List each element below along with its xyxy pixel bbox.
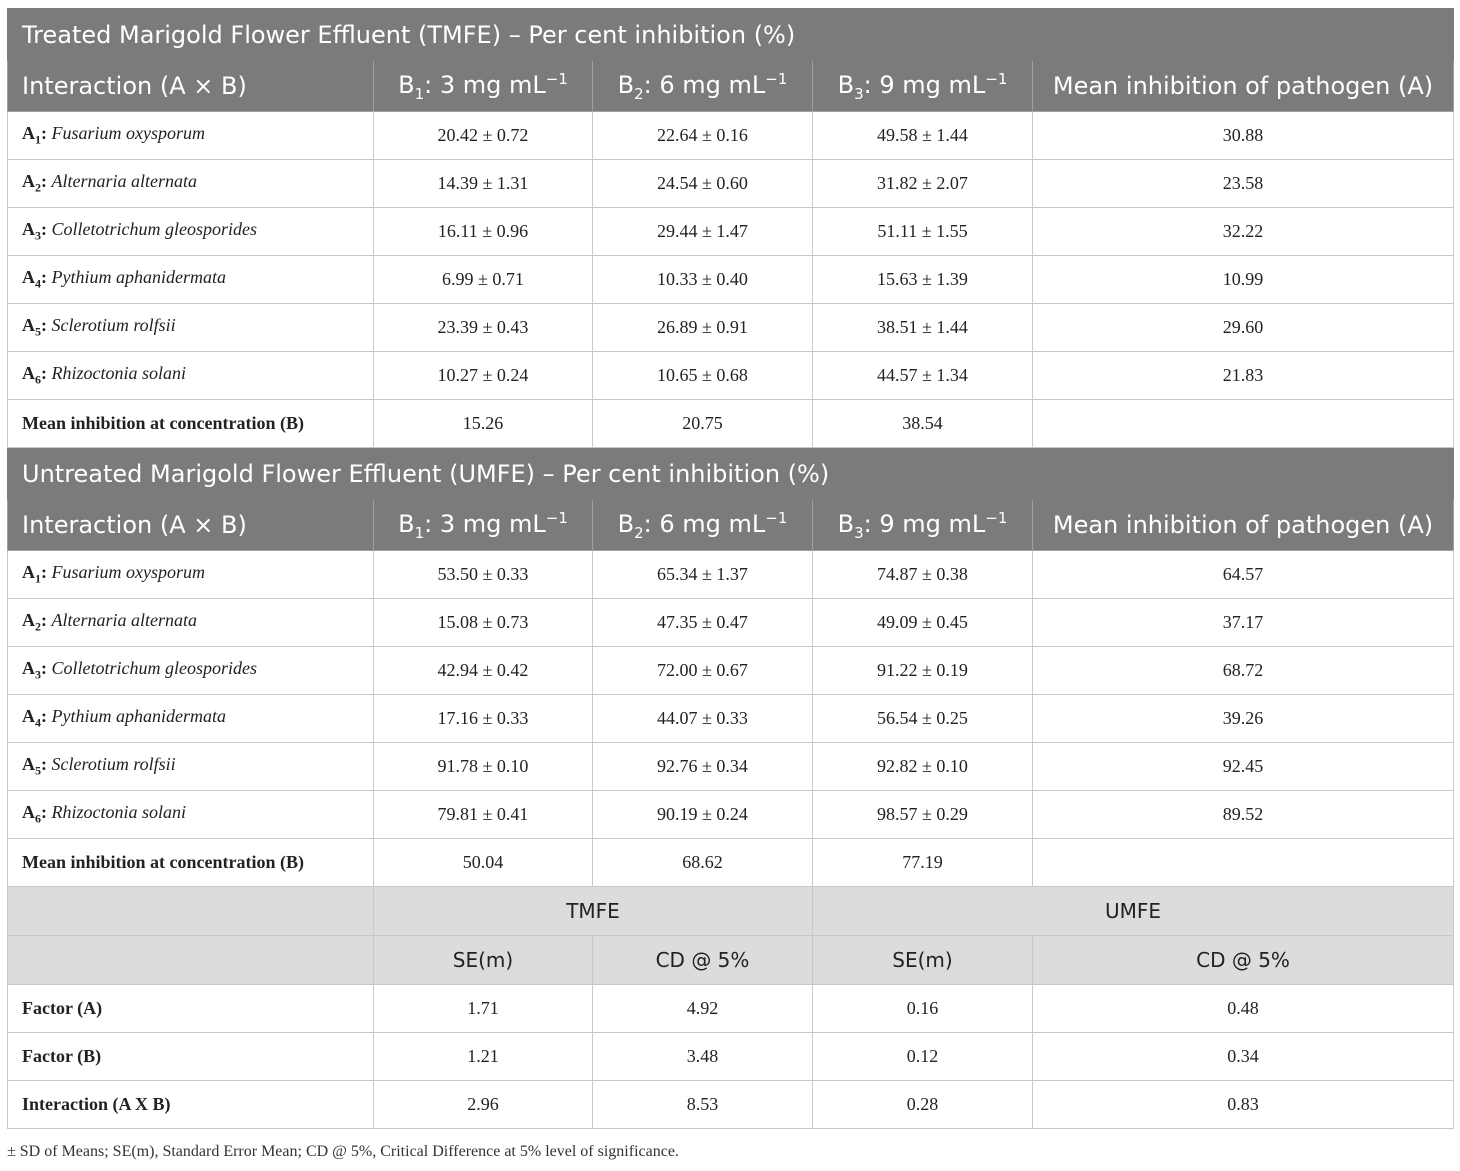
column-header-subscript: 3 [854, 84, 864, 103]
table-row [8, 256, 1454, 304]
value-mean: 64.57 [1033, 551, 1454, 599]
pathogen-name: Colletotrichum gleosporides [51, 658, 257, 679]
table-row [8, 743, 1454, 791]
value-mean: 21.83 [1033, 352, 1454, 400]
pathogen-cell [8, 599, 374, 647]
stats-empty-cell [8, 887, 374, 936]
column-header-superscript: −1 [765, 508, 788, 527]
pathogen-cell [8, 551, 374, 599]
stats-header-umfe-se: SE(m) [813, 936, 1033, 985]
column-header-prefix: B [617, 70, 635, 99]
pathogen-name: Rhizoctonia solani [51, 802, 186, 823]
mean-b1: 15.26 [374, 400, 593, 448]
value-b3: 49.58 ± 1.44 [813, 112, 1033, 160]
pathogen-cell [8, 695, 374, 743]
table-row [8, 791, 1454, 839]
value-b2: 90.19 ± 0.24 [593, 791, 813, 839]
mean-b3: 38.54 [813, 400, 1033, 448]
pathogen-code: $A_6$: [22, 363, 52, 387]
pathogen-name: Alternaria alternata [51, 610, 197, 631]
stats-umfe-cd: 0.34 [1033, 1033, 1454, 1081]
value-mean: 30.88 [1033, 112, 1454, 160]
column-header-b1 [374, 500, 593, 551]
value-mean: 10.99 [1033, 256, 1454, 304]
value-b3: 15.63 ± 1.39 [813, 256, 1033, 304]
pathogen-code-letter: A [22, 754, 35, 775]
pathogen-code-letter: A [22, 171, 35, 192]
value-b2: 10.33 ± 0.40 [593, 256, 813, 304]
column-header-text: : 3 mg mL [424, 70, 546, 99]
stats-row [8, 1081, 1454, 1129]
pathogen-cell [8, 304, 374, 352]
pathogen-code-subscript: 4 [35, 276, 41, 291]
value-b1: 16.11 ± 0.96 [374, 208, 593, 256]
pathogen-code: $A_3$: [22, 219, 52, 243]
column-header-subscript: 1 [414, 84, 425, 103]
table-row [8, 599, 1454, 647]
pathogen-cell [8, 208, 374, 256]
column-header-subscript: 2 [634, 84, 644, 103]
pathogen-name: Fusarium oxysporum [51, 123, 205, 144]
column-header-b3 [813, 500, 1033, 551]
value-b1: 17.16 ± 0.33 [374, 695, 593, 743]
pathogen-code: $A_2$: [22, 171, 52, 195]
value-b2: 26.89 ± 0.91 [593, 304, 813, 352]
stats-group-header-row [8, 887, 1454, 936]
value-b1: 23.39 ± 0.43 [374, 304, 593, 352]
pathogen-code-letter: A [22, 802, 35, 823]
pathogen-cell [8, 743, 374, 791]
pathogen-code-subscript: 3 [35, 667, 41, 682]
stats-tmfe-cd: 8.53 [593, 1081, 813, 1129]
pathogen-code-letter: A [22, 562, 35, 583]
value-b3: 44.57 ± 1.34 [813, 352, 1033, 400]
pathogen-code: $A_5$: [22, 754, 52, 778]
pathogen-code: $A_6$: [22, 802, 52, 826]
value-b3: 51.11 ± 1.55 [813, 208, 1033, 256]
column-header-prefix: B [617, 509, 635, 538]
table-row [8, 695, 1454, 743]
value-b2: 22.64 ± 0.16 [593, 112, 813, 160]
mean-row-label: Mean inhibition at concentration (B) [8, 400, 374, 448]
pathogen-code-letter: A [22, 363, 35, 384]
table-row [8, 208, 1454, 256]
pathogen-name: Alternaria alternata [51, 171, 197, 192]
pathogen-code-subscript: 6 [35, 372, 41, 387]
column-header-text: : 6 mg mL [643, 70, 766, 99]
tmfe-section-title-row [8, 9, 1454, 61]
value-b3: 91.22 ± 0.19 [813, 647, 1033, 695]
mean-empty-cell [1033, 400, 1454, 448]
column-header-prefix: B [837, 70, 855, 99]
table-row [8, 647, 1454, 695]
value-b3: 38.51 ± 1.44 [813, 304, 1033, 352]
pathogen-code-subscript: 2 [35, 180, 41, 195]
pathogen-code: $A_5$: [22, 315, 52, 339]
pathogen-cell [8, 352, 374, 400]
column-header-prefix: B [398, 509, 415, 538]
value-mean: 23.58 [1033, 160, 1454, 208]
value-b2: 65.34 ± 1.37 [593, 551, 813, 599]
column-header-text: : 6 mg mL [643, 509, 766, 538]
pathogen-cell [8, 647, 374, 695]
mean-empty-cell [1033, 839, 1454, 887]
stats-group-umfe: UMFE [813, 887, 1454, 936]
value-b1: 91.78 ± 0.10 [374, 743, 593, 791]
stats-umfe-se: 0.12 [813, 1033, 1033, 1081]
column-header-text: : 9 mg mL [863, 509, 986, 538]
pathogen-code-subscript: 2 [35, 619, 41, 634]
table-row [8, 551, 1454, 599]
pathogen-code: $A_2$: [22, 610, 52, 634]
pathogen-code-letter: A [22, 123, 35, 144]
table-row [8, 352, 1454, 400]
stats-umfe-cd: 0.83 [1033, 1081, 1454, 1129]
column-header-subscript: 3 [854, 523, 864, 542]
value-mean: 39.26 [1033, 695, 1454, 743]
value-b1: 10.27 ± 0.24 [374, 352, 593, 400]
pathogen-code-letter: A [22, 267, 35, 288]
value-b2: 72.00 ± 0.67 [593, 647, 813, 695]
umfe-column-header-row [8, 500, 1454, 551]
value-b3: 74.87 ± 0.38 [813, 551, 1033, 599]
pathogen-code-subscript: 1 [35, 571, 41, 586]
column-header-interaction: Interaction (A × B) [8, 61, 374, 112]
pathogen-name: Pythium aphanidermata [51, 706, 226, 727]
value-b1: 79.81 ± 0.41 [374, 791, 593, 839]
pathogen-code: $A_1$: [22, 123, 52, 147]
column-header-superscript: −1 [545, 69, 568, 88]
stats-tmfe-cd: 4.92 [593, 985, 813, 1033]
value-b3: 31.82 ± 2.07 [813, 160, 1033, 208]
column-header-superscript: −1 [985, 69, 1008, 88]
pathogen-cell [8, 112, 374, 160]
results-table-container [7, 8, 1453, 1129]
stats-tmfe-se: 2.96 [374, 1081, 593, 1129]
value-b2: 10.65 ± 0.68 [593, 352, 813, 400]
column-header-mean: Mean inhibition of pathogen (A) [1033, 500, 1454, 551]
umfe-section-title: Untreated Marigold Flower Effluent (UMFE) – Per cent inhibition (%) [8, 448, 1454, 500]
column-header-b1 [374, 61, 593, 112]
pathogen-code-subscript: 5 [35, 324, 41, 339]
pathogen-cell [8, 256, 374, 304]
value-b1: 14.39 ± 1.31 [374, 160, 593, 208]
stats-umfe-cd: 0.48 [1033, 985, 1454, 1033]
stats-tmfe-se: 1.71 [374, 985, 593, 1033]
value-b2: 24.54 ± 0.60 [593, 160, 813, 208]
value-mean: 68.72 [1033, 647, 1454, 695]
mean-row-label: Mean inhibition at concentration (B) [8, 839, 374, 887]
pathogen-name: Fusarium oxysporum [51, 562, 205, 583]
value-mean: 92.45 [1033, 743, 1454, 791]
column-header-superscript: −1 [765, 69, 788, 88]
pathogen-code: $A_4$: [22, 267, 52, 291]
stats-row-label: Factor (B) [8, 1033, 374, 1081]
stats-tmfe-cd: 3.48 [593, 1033, 813, 1081]
column-header-superscript: −1 [985, 508, 1008, 527]
table-row [8, 304, 1454, 352]
pathogen-code-letter: A [22, 315, 35, 336]
pathogen-cell [8, 791, 374, 839]
pathogen-name: Sclerotium rolfsii [51, 754, 176, 775]
inhibition-table [7, 8, 1454, 1129]
table-footnote: ± SD of Means; SE(m), Standard Error Mean; CD @ 5%, Critical Difference at 5% level of significance. [7, 1143, 679, 1160]
tmfe-section-title: Treated Marigold Flower Effluent (TMFE) – Per cent inhibition (%) [8, 9, 1454, 61]
value-b2: 92.76 ± 0.34 [593, 743, 813, 791]
column-header-prefix: B [837, 509, 855, 538]
pathogen-code-subscript: 4 [35, 715, 41, 730]
pathogen-code-subscript: 6 [35, 811, 41, 826]
pathogen-cell [8, 160, 374, 208]
stats-umfe-se: 0.28 [813, 1081, 1033, 1129]
column-header-subscript: 1 [414, 523, 425, 542]
pathogen-code: $A_4$: [22, 706, 52, 730]
value-b2: 29.44 ± 1.47 [593, 208, 813, 256]
column-header-b3 [813, 61, 1033, 112]
column-header-b2 [593, 61, 813, 112]
pathogen-code-letter: A [22, 706, 35, 727]
value-b2: 47.35 ± 0.47 [593, 599, 813, 647]
stats-group-tmfe: TMFE [374, 887, 813, 936]
pathogen-code: $A_1$: [22, 562, 52, 586]
column-header-text: : 9 mg mL [863, 70, 986, 99]
column-header-subscript: 2 [634, 523, 644, 542]
table-row [8, 112, 1454, 160]
pathogen-code: $A_3$: [22, 658, 52, 682]
stats-row-label: Interaction (A X B) [8, 1081, 374, 1129]
column-header-mean: Mean inhibition of pathogen (A) [1033, 61, 1454, 112]
pathogen-code-letter: A [22, 219, 35, 240]
value-b3: 92.82 ± 0.10 [813, 743, 1033, 791]
tmfe-column-header-row [8, 61, 1454, 112]
mean-b2: 20.75 [593, 400, 813, 448]
pathogen-code-letter: A [22, 610, 35, 631]
pathogen-code-subscript: 5 [35, 763, 41, 778]
pathogen-name: Pythium aphanidermata [51, 267, 226, 288]
column-header-interaction: Interaction (A × B) [8, 500, 374, 551]
value-b1: 20.42 ± 0.72 [374, 112, 593, 160]
column-header-superscript: −1 [545, 508, 568, 527]
pathogen-name: Rhizoctonia solani [51, 363, 186, 384]
stats-row-label: Factor (A) [8, 985, 374, 1033]
tmfe-mean-row [8, 400, 1454, 448]
umfe-mean-row [8, 839, 1454, 887]
table-body [8, 9, 1454, 1129]
stats-header-umfe-cd: CD @ 5% [1033, 936, 1454, 985]
value-mean: 29.60 [1033, 304, 1454, 352]
mean-b3: 77.19 [813, 839, 1033, 887]
value-b1: 6.99 ± 0.71 [374, 256, 593, 304]
column-header-text: : 3 mg mL [424, 509, 546, 538]
pathogen-code-subscript: 3 [35, 228, 41, 243]
umfe-section-title-row [8, 448, 1454, 500]
column-header-prefix: B [398, 70, 415, 99]
value-b1: 53.50 ± 0.33 [374, 551, 593, 599]
stats-row [8, 1033, 1454, 1081]
stats-tmfe-se: 1.21 [374, 1033, 593, 1081]
stats-row [8, 985, 1454, 1033]
pathogen-name: Sclerotium rolfsii [51, 315, 176, 336]
value-mean: 37.17 [1033, 599, 1454, 647]
value-b3: 98.57 ± 0.29 [813, 791, 1033, 839]
value-mean: 32.22 [1033, 208, 1454, 256]
value-b3: 56.54 ± 0.25 [813, 695, 1033, 743]
value-b1: 15.08 ± 0.73 [374, 599, 593, 647]
value-mean: 89.52 [1033, 791, 1454, 839]
value-b1: 42.94 ± 0.42 [374, 647, 593, 695]
stats-umfe-se: 0.16 [813, 985, 1033, 1033]
mean-b1: 50.04 [374, 839, 593, 887]
pathogen-code-subscript: 1 [35, 132, 41, 147]
stats-subheader-row [8, 936, 1454, 985]
column-header-b2 [593, 500, 813, 551]
stats-empty-cell [8, 936, 374, 985]
value-b3: 49.09 ± 0.45 [813, 599, 1033, 647]
value-b2: 44.07 ± 0.33 [593, 695, 813, 743]
pathogen-code-letter: A [22, 658, 35, 679]
mean-b2: 68.62 [593, 839, 813, 887]
stats-header-tmfe-cd: CD @ 5% [593, 936, 813, 985]
table-row [8, 160, 1454, 208]
stats-header-tmfe-se: SE(m) [374, 936, 593, 985]
pathogen-name: Colletotrichum gleosporides [51, 219, 257, 240]
